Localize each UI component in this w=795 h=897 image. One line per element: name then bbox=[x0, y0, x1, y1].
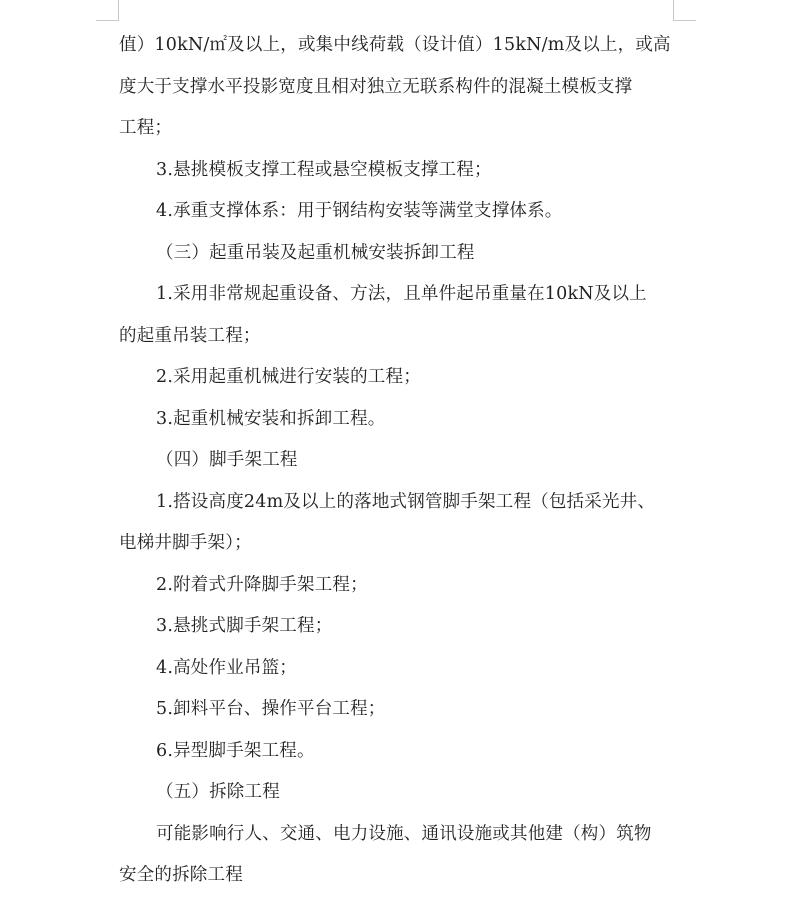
list-item: 2.采用起重机械进行安装的工程； bbox=[156, 367, 421, 387]
text-line: 的起重吊装工程； bbox=[119, 325, 261, 346]
section-heading: （五）拆除工程 bbox=[156, 782, 280, 802]
list-item: 6.异型脚手架工程。 bbox=[156, 740, 315, 761]
crop-mark-top-left bbox=[96, 0, 119, 21]
list-item: 5.卸料平台、操作平台工程； bbox=[156, 699, 386, 719]
list-item: 1.采用非常规起重设备、方法，且单件起吊重量在10kN及以上 bbox=[156, 284, 647, 304]
list-item: 1.搭设高度24m及以上的落地式钢管脚手架工程（包括采光井、 bbox=[156, 491, 656, 512]
list-item: 3.起重机械安装和拆卸工程。 bbox=[156, 408, 386, 429]
list-item: 4.承重支撑体系：用于钢结构安装等满堂支撑体系。 bbox=[156, 201, 563, 221]
list-item: 2.附着式升降脚手架工程； bbox=[156, 574, 368, 595]
list-item: 3.悬挑式脚手架工程； bbox=[156, 616, 333, 636]
paragraph-line: 可能影响行人、交通、电力设施、通讯设施或其他建（构）筑物 bbox=[156, 823, 652, 844]
section-heading: （三）起重吊装及起重机械安装拆卸工程 bbox=[156, 242, 475, 263]
section-heading: （四）脚手架工程 bbox=[156, 450, 298, 470]
list-item: 4.高处作业吊篮； bbox=[156, 657, 297, 678]
crop-mark-top-right bbox=[673, 0, 696, 21]
list-item: 3.悬挑模板支撑工程或悬空模板支撑工程； bbox=[156, 159, 492, 180]
text-line: 工程； bbox=[119, 118, 173, 138]
text-line: 度大于支撑水平投影宽度且相对独立无联系构件的混凝土模板支撑 bbox=[119, 76, 633, 97]
text-line: 安全的拆除工程 bbox=[119, 865, 243, 885]
text-line: 电梯井脚手架）； bbox=[119, 533, 252, 553]
document-body bbox=[119, 25, 674, 897]
text-line: 值）10kN/㎡及以上，或集中线荷载（设计值）15kN/m及以上，或高 bbox=[119, 35, 671, 55]
